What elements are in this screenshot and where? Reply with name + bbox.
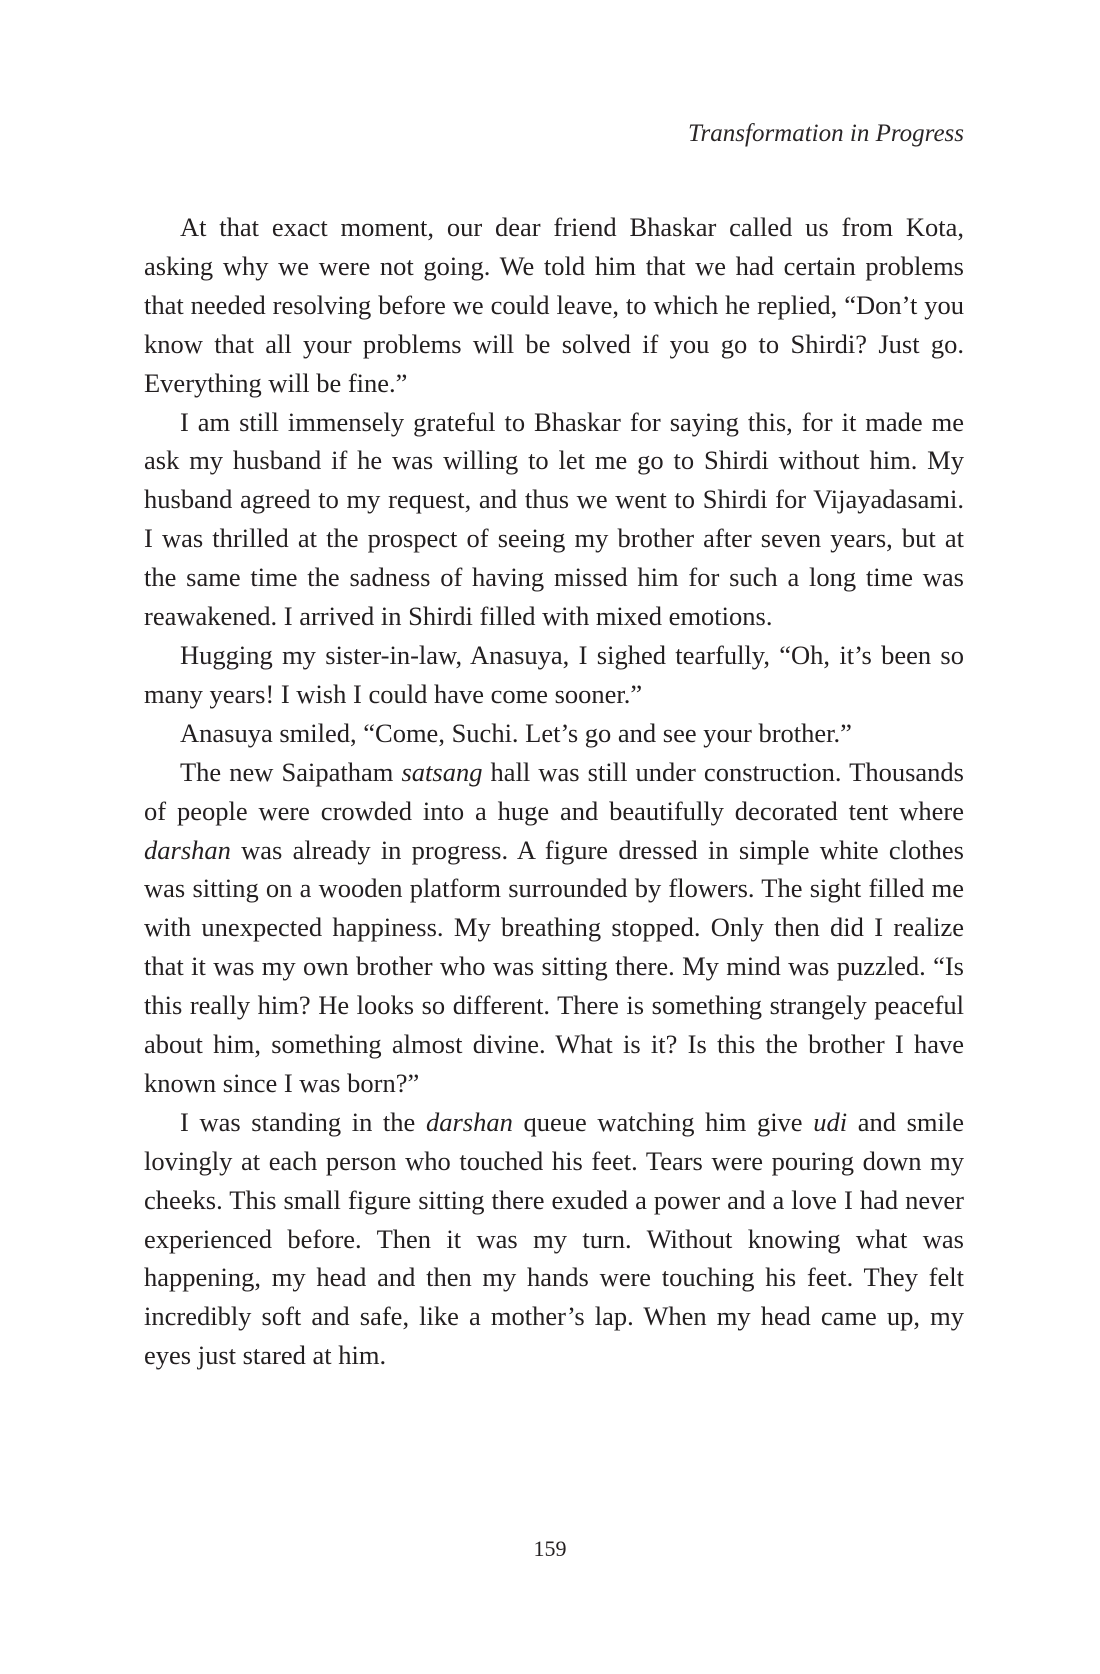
page-number: 159	[533, 1536, 567, 1561]
paragraph	[144, 1103, 964, 1375]
paragraph	[144, 636, 964, 714]
text-run: The new Saipatham	[180, 756, 402, 787]
text-run: queue watching him give	[512, 1106, 814, 1137]
text-run: hall was still under construction. Thousands of people were crowded into a huge and beautifully decorated tent where	[144, 756, 964, 826]
body-text	[144, 208, 964, 1375]
text-run: I was standing in the	[180, 1106, 426, 1137]
running-head-title: Transformation in Progress	[688, 120, 964, 147]
paragraph	[144, 753, 964, 1103]
text-run: was already in progress. A figure dressed in simple white clothes was sitting on a wooden platform surrounded by flowers. The sight filled me with unexpected happiness. My breathing stopped. Only then did I realize that it was my own brother who was sitting there. My mind was puzzled. “Is this really him? He looks so different. There is something strangely peaceful about him, something almost divine. What is it? Is this the brother I have known since I was born?”	[144, 834, 964, 1098]
paragraph	[144, 208, 964, 403]
italic-term: darshan	[144, 834, 231, 865]
text-run: At that exact moment, our dear friend Bhaskar called us from Kota, asking why we were not going. We told him that we had certain problems that needed resolving before we could leave, to which he replied, “Don’t you know that all your problems will be solved if you go to Shirdi? Just go. Everything will be fine.”	[144, 212, 964, 398]
italic-term: darshan	[425, 1106, 513, 1137]
text-run: Anasuya smiled, “Come, Suchi. Let’s go and see your brother.”	[180, 717, 852, 748]
paragraph	[144, 403, 964, 636]
text-run: I am still immensely grateful to Bhaskar for saying this, for it made me ask my husband if he was willing to let me go to Shirdi without him. My husband agreed to my request, and thus we went to Shirdi for Vijayadasami. I was thrilled at the prospect of seeing my brother after seven years, but at the same time the sadness of having missed him for such a long time was reawakened. I arrived in Shirdi filled with mixed emotions.	[144, 406, 964, 632]
text-run: and smile lovingly at each person who touched his feet. Tears were pouring down my cheeks. This small figure sitting there exuded a power and a love I had never experienced before. Then it was my turn. Without knowing what was happening, my head and then my hands were touching his feet. They felt incredibly soft and safe, like a mother’s lap. When my head came up, my eyes just stared at him.	[144, 1106, 964, 1371]
text-run: Hugging my sister-in-law, Anasuya, I sighed tearfully, “Oh, it’s been so many years! I wish I could have come sooner.”	[144, 639, 964, 709]
paragraph	[144, 714, 964, 753]
italic-term: udi	[813, 1106, 848, 1137]
italic-term: satsang	[401, 756, 483, 787]
